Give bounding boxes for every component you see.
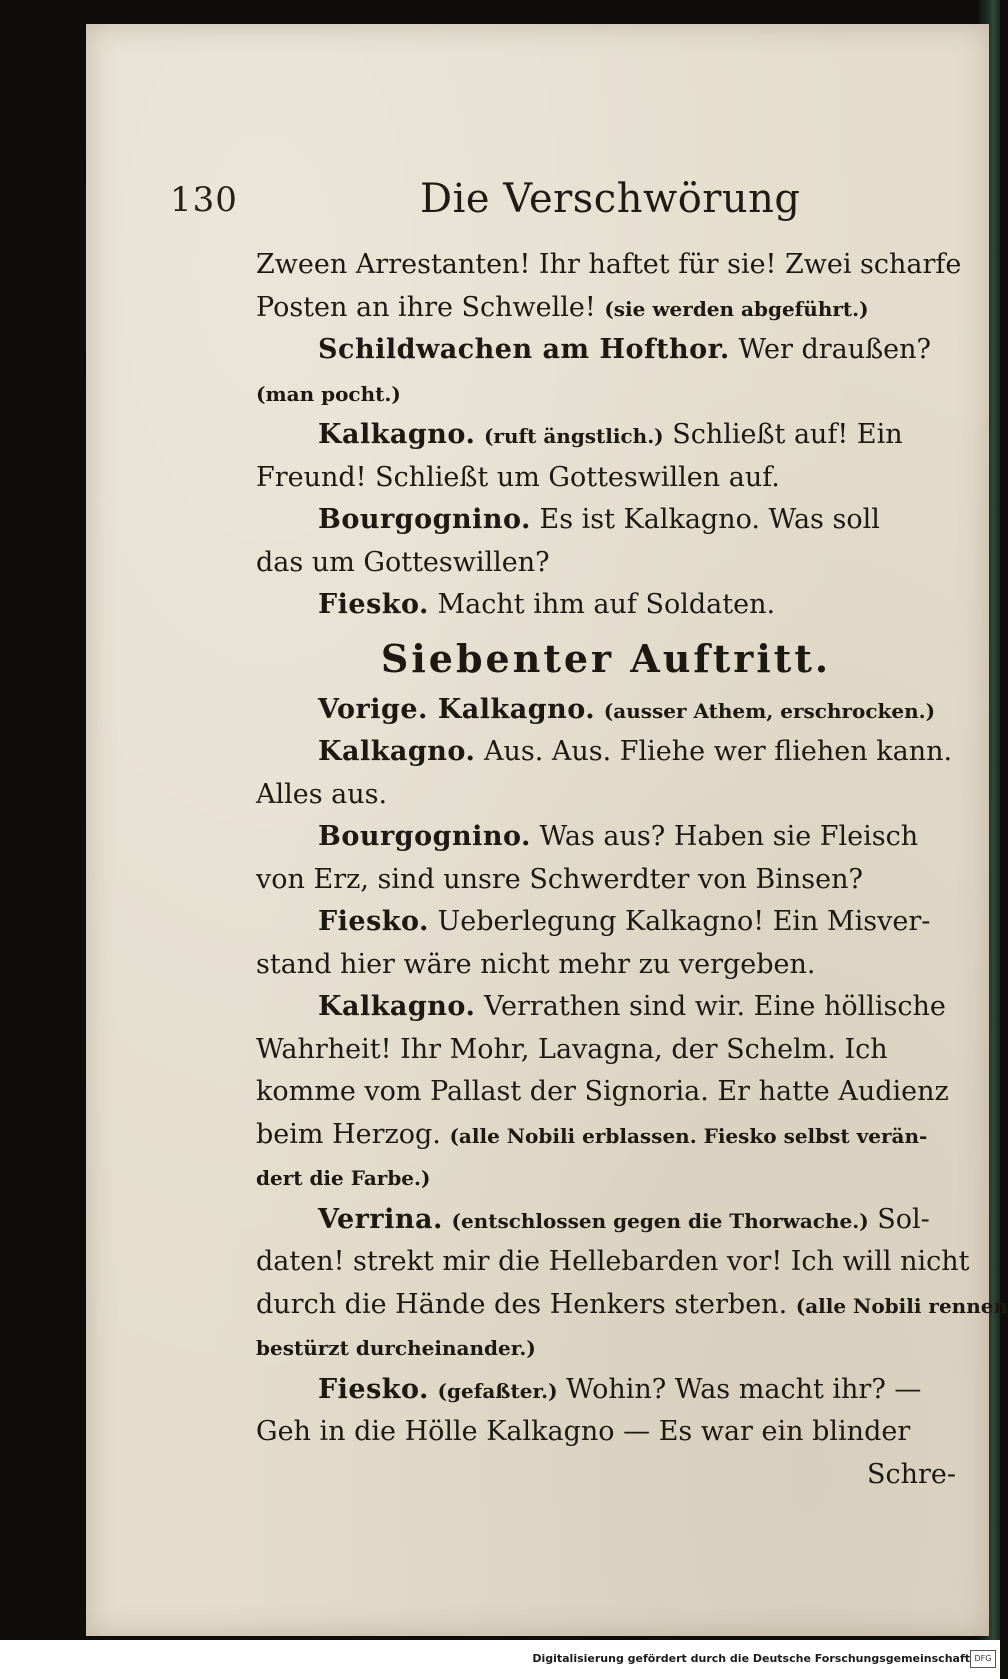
line-text: Posten an ihre Schwelle! [256, 291, 605, 323]
footer-bar [0, 1640, 1000, 1679]
stage-direction: bestürzt durcheinander.) [256, 1336, 536, 1360]
line-text: Zween Arrestanten! Ihr haftet für sie! Zwei scharfe [256, 249, 962, 280]
text-line [256, 1241, 970, 1284]
stage-direction: (alle Nobili erblassen. Fiesko selbst verän- [449, 1123, 928, 1148]
text-line [256, 731, 956, 774]
line-text: Es ist Kalkagno. Was soll [530, 504, 880, 535]
line-text: Verrathen sind wir. Eine höllische [475, 991, 946, 1022]
text-line [256, 1454, 956, 1497]
text-block [256, 244, 1008, 1496]
digitization-note: Digitalisierung gefördert durch die Deutsche Forschungsgemeinschaft [532, 1652, 970, 1665]
speaker-name: Fiesko. [318, 906, 429, 937]
text-line [256, 372, 956, 415]
line-text: Wohin? Was macht ihr? — [557, 1373, 922, 1405]
text-line [256, 1284, 1008, 1327]
line-text: Was aus? Haben sie Fleisch [530, 821, 919, 852]
speaker-name: Verrina. [318, 1203, 443, 1235]
speaker-name: Bourgognino. [318, 504, 531, 535]
speaker-name: Kalkagno. [318, 419, 476, 450]
line-text: stand hier wäre nicht mehr zu vergeben. [256, 948, 816, 980]
stage-direction: (man pocht.) [256, 381, 401, 406]
text-line [256, 774, 956, 817]
text-line [256, 944, 956, 987]
text-line [256, 1199, 956, 1242]
text-line [256, 901, 956, 944]
stage-direction: (alle Nobili rennen [795, 1293, 1008, 1318]
line-text [595, 694, 604, 725]
line-text: Aus. Aus. Fliehe wer fliehen kann. [475, 736, 953, 767]
page-number: 130 [170, 180, 238, 220]
line-text [475, 419, 484, 450]
text-line [256, 542, 956, 585]
stage-direction: dert die Farbe.) [256, 1166, 431, 1190]
text-line [256, 986, 956, 1029]
text-line [256, 1071, 956, 1114]
dfg-logo: DFG [970, 1650, 996, 1668]
line-text: von Erz, sind unsre Schwerdter von Binsen? [256, 863, 863, 895]
text-line [256, 1156, 956, 1199]
text-line [256, 816, 956, 859]
scene-heading: Siebenter Auftritt. [380, 635, 832, 681]
speaker-name: Fiesko. [318, 1373, 429, 1405]
text-line [256, 1114, 956, 1157]
text-line [256, 499, 956, 542]
text-line [256, 329, 956, 372]
line-text: Alles aus. [256, 778, 388, 810]
stage-direction: (sie werden abgeführt.) [604, 296, 869, 321]
text-line [256, 414, 956, 457]
stage-direction: (ausser Athem, erschrocken.) [603, 698, 936, 723]
line-text: daten! strekt mir die Hellebarden vor! Ich will nicht [256, 1246, 970, 1277]
stage-direction: (entschlossen gegen die Thorwache.) [451, 1208, 869, 1233]
speaker-name: Kalkagno. [318, 736, 476, 767]
line-text: Schließt auf! Ein [663, 419, 903, 450]
speaker-name: Bourgognino. [318, 821, 531, 852]
dialogue-before-scene [256, 244, 962, 627]
text-line [256, 584, 956, 627]
running-title: Die Verschwörung [420, 176, 801, 222]
text-line [256, 1326, 956, 1369]
dialogue-after-scene [256, 689, 1008, 1497]
page-header [170, 176, 960, 230]
line-text: Wahrheit! Ihr Mohr, Lavagna, der Schelm. Ich [256, 1033, 888, 1065]
line-text: Ueberlegung Kalkagno! Ein Misver- [428, 906, 931, 937]
text-line [256, 1369, 956, 1412]
line-text: Geh in die Hölle Kalkagno — Es war ein blinder [256, 1416, 911, 1447]
line-text: komme vom Pallast der Signoria. Er hatte Audienz [256, 1076, 949, 1107]
speaker-name: Vorige. Kalkagno. [318, 693, 596, 725]
stage-direction: (ruft ängstlich.) [483, 424, 664, 448]
line-text: Freund! Schließt um Gotteswillen auf. [256, 461, 780, 493]
text-line [256, 1029, 956, 1072]
line-text: Sol- [868, 1203, 930, 1235]
line-text: Macht ihm auf Soldaten. [428, 589, 776, 620]
text-line [256, 457, 956, 500]
text-line [256, 244, 962, 287]
line-text: das um Gotteswillen? [256, 546, 550, 578]
stage-direction: (gefaßter.) [437, 1378, 558, 1403]
line-text [429, 1374, 438, 1405]
text-line [256, 1411, 956, 1454]
speaker-name: Fiesko. [318, 589, 429, 620]
line-text: beim Herzog. [256, 1118, 450, 1150]
speaker-name: Kalkagno. [318, 991, 476, 1022]
speaker-name: Schildwachen am Hofthor. [318, 334, 730, 365]
text-line [256, 859, 956, 902]
text-line [256, 689, 956, 732]
line-text: Wer draußen? [729, 334, 931, 365]
line-text: durch die Hände des Henkers sterben. [256, 1288, 796, 1320]
text-line [256, 287, 956, 330]
line-text: Schre- [866, 1458, 956, 1490]
